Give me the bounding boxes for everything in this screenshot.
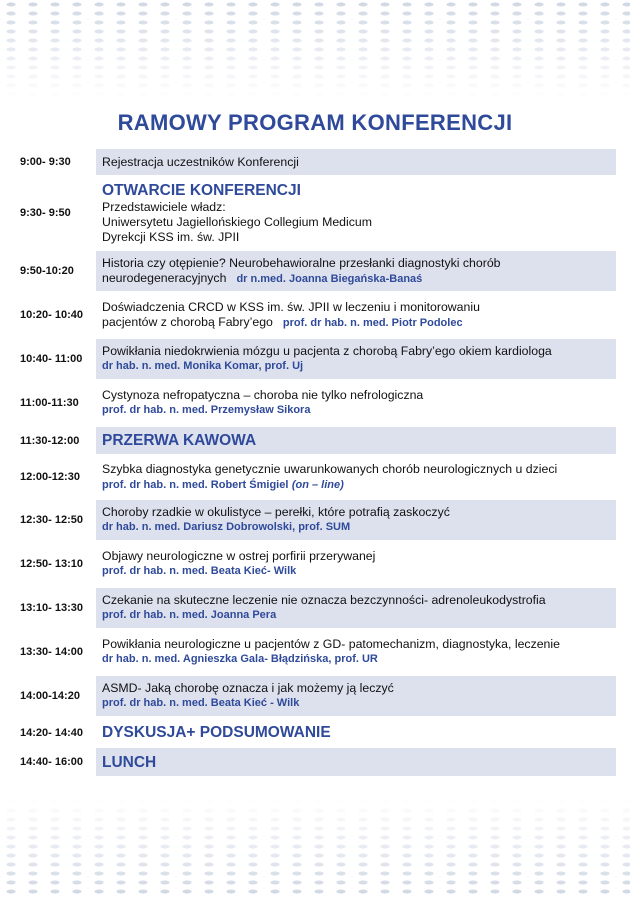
row-time: 13:10- 13:30 xyxy=(20,602,83,614)
section-heading: DYSKUSJA+ PODSUMOWANIE xyxy=(102,724,331,741)
row-time: 10:20- 10:40 xyxy=(20,309,83,321)
row-title: Objawy neurologiczne w ostrej porfirii przerywanej xyxy=(102,549,376,563)
section-heading: LUNCH xyxy=(102,753,157,771)
row-title: Powikłania neurologiczne u pacjentów z GD- patomechanizm, diagnostyka, leczenie xyxy=(102,637,560,651)
row-title-continued: neurodegeneracyjnych xyxy=(102,270,227,285)
page-title: RAMOWY PROGRAM KONFERENCJI xyxy=(117,110,513,135)
row-title: Doświadczenia CRCD w KSS im. św. JPII w leczeniu i monitorowaniu xyxy=(102,299,480,314)
schedule-row xyxy=(18,251,616,291)
row-title-continued: pacjentów z chorobą Fabry’ego xyxy=(102,314,273,329)
schedule-row xyxy=(18,544,616,584)
decorative-dot-pattern-bottom xyxy=(0,797,630,897)
row-title: Czekanie na skuteczne leczenie nie oznacza bezczynności- adrenoleukodystrofia xyxy=(102,593,546,607)
row-title: Rejestracja uczestników Konferencji xyxy=(102,154,299,169)
speaker-name: prof. dr hab. n. med. Beata Kieć- Wilk xyxy=(102,565,297,577)
row-time: 10:40- 11:00 xyxy=(20,353,83,365)
row-time: 12:50- 13:10 xyxy=(20,558,83,570)
row-title: ASMD- Jaką chorobę oznacza i jak możemy ją leczyć xyxy=(102,681,394,695)
speaker-name: prof. dr hab. n. med. Piotr Podolec xyxy=(282,316,463,329)
schedule-row xyxy=(18,719,616,746)
row-line: Przedstawiciele władz: xyxy=(102,200,226,214)
row-line: Uniwersytetu Jagiellońskiego Collegium Medicum xyxy=(102,215,372,229)
row-time: 13:30- 14:00 xyxy=(20,646,83,658)
speaker-name: dr hab. n. med. Agnieszka Gala- Błądzińska, prof. UR xyxy=(102,653,378,665)
speaker-name: dr n.med. Joanna Biegańska-Banaś xyxy=(236,272,423,285)
online-note: (on – line) xyxy=(291,478,344,491)
speaker-name: prof. dr hab. n. med. Przemysław Sikora xyxy=(102,404,311,416)
row-title: Choroby rzadkie w okulistyce – perełki, które potrafią zaskoczyć xyxy=(102,505,450,519)
schedule-row xyxy=(18,632,616,672)
row-time: 11:00-11:30 xyxy=(20,397,79,409)
row-time: 14:40- 16:00 xyxy=(20,756,83,768)
speaker-name: prof. dr hab. n. med. Robert Śmigiel xyxy=(102,478,289,491)
section-heading: OTWARCIE KONFERENCJI xyxy=(102,182,301,199)
schedule-row xyxy=(18,676,616,716)
schedule-row xyxy=(18,500,616,540)
row-title: Cystynoza nefropatyczna – choroba nie tylko nefrologiczna xyxy=(102,388,424,402)
speaker-name: prof. dr hab. n. med. Joanna Pera xyxy=(102,609,277,621)
row-time: 9:50-10:20 xyxy=(20,265,74,277)
row-time: 12:30- 12:50 xyxy=(20,514,83,526)
schedule-row xyxy=(18,748,616,776)
row-line: Dyrekcji KSS im. św. JPII xyxy=(102,230,240,244)
row-time: 9:30- 9:50 xyxy=(20,207,71,219)
schedule-row xyxy=(18,177,616,249)
schedule-row xyxy=(18,339,616,379)
speaker-name: dr hab. n. med. Monika Komar, prof. Uj xyxy=(102,360,304,372)
row-time: 9:00- 9:30 xyxy=(20,156,71,168)
row-time: 12:00-12:30 xyxy=(20,471,80,483)
row-title: Szybka diagnostyka genetycznie uwarunkowanych chorób neurologicznych u dzieci xyxy=(102,461,558,476)
decorative-dot-pattern-top xyxy=(0,0,630,100)
section-heading: PRZERWA KAWOWA xyxy=(102,432,257,449)
schedule-row xyxy=(18,149,616,175)
schedule-row xyxy=(18,588,616,628)
row-title: Historia czy otępienie? Neurobehawioralne przesłanki diagnostyki chorób xyxy=(102,255,501,270)
row-time: 14:00-14:20 xyxy=(20,690,80,702)
schedule-row xyxy=(18,427,616,454)
speaker-name: prof. dr hab. n. med. Beata Kieć - Wilk xyxy=(102,697,300,709)
schedule-row xyxy=(18,458,616,496)
row-time: 14:20- 14:40 xyxy=(20,726,83,739)
schedule-row xyxy=(18,383,616,423)
schedule-row xyxy=(18,295,616,335)
speaker-name: dr hab. n. med. Dariusz Dobrowolski, prof. SUM xyxy=(102,521,351,533)
row-title: Powikłania niedokrwienia mózgu u pacjenta z chorobą Fabry’ego okiem kardiologa xyxy=(102,344,552,358)
row-time: 11:30-12:00 xyxy=(20,434,80,447)
